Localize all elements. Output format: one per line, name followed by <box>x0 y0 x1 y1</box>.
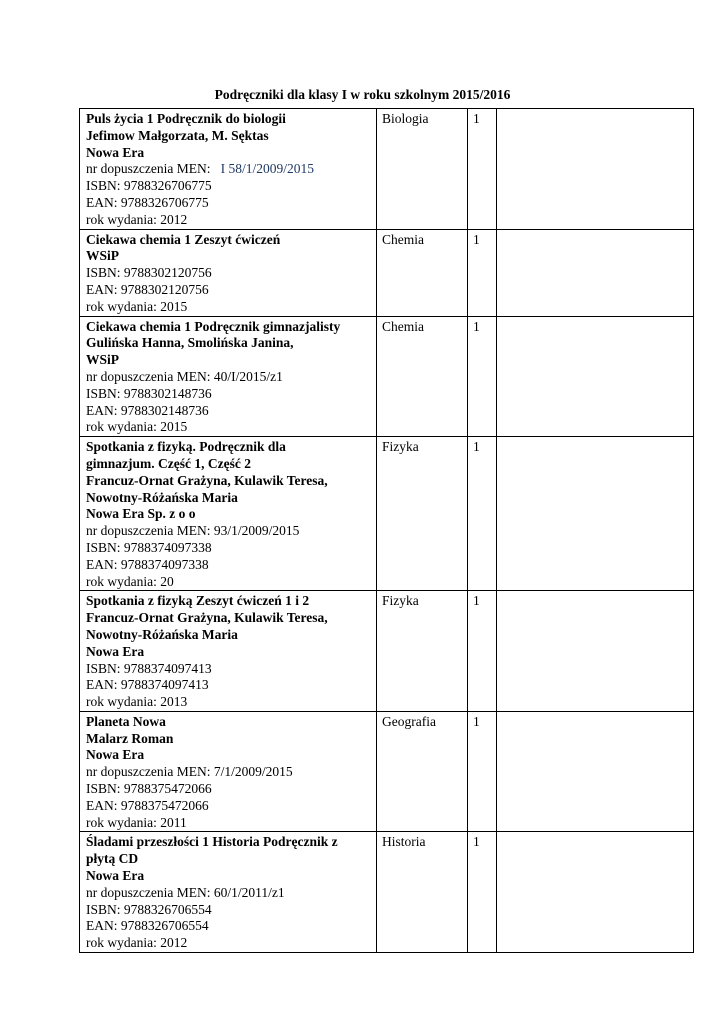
ean: EAN: 9788374097413 <box>86 677 209 693</box>
book-author-publisher: Francuz-Ornat Grażyna, Kulawik Teresa, <box>86 610 328 626</box>
book-author-publisher: WSiP <box>86 248 120 264</box>
book-author-publisher: Nowa Era Sp. z o o <box>86 506 196 522</box>
isbn: ISBN: 9788326706775 <box>86 178 212 194</box>
book-details-cell <box>80 437 377 591</box>
book-details-cell <box>80 832 377 953</box>
subject-cell: Geografia <box>377 711 468 832</box>
men-approval-label: nr dopuszczenia MEN: <box>86 523 211 539</box>
note-cell <box>497 832 694 953</box>
ean: EAN: 9788302148736 <box>86 402 209 418</box>
textbook-table <box>79 108 694 953</box>
men-approval-label: nr dopuszczenia MEN: <box>86 764 211 780</box>
ean: EAN: 9788374097338 <box>86 556 209 572</box>
book-details-cell <box>80 316 377 437</box>
book-author-publisher: Nowa Era <box>86 643 145 659</box>
men-approval-line <box>86 523 370 540</box>
men-approval-number: 40/I/2015/z1 <box>213 368 283 384</box>
textbook-table-body <box>80 109 694 953</box>
note-cell <box>497 229 694 316</box>
ean: EAN: 9788326706554 <box>86 918 209 934</box>
book-title: Śladami przeszłości 1 Historia Podręcznik z <box>86 834 338 850</box>
book-title: Spotkania z fizyką Zeszyt ćwiczeń 1 i 2 <box>86 593 310 609</box>
men-approval-label: nr dopuszczenia MEN: <box>86 884 211 900</box>
isbn: ISBN: 9788326706554 <box>86 901 212 917</box>
note-cell <box>497 316 694 437</box>
quantity-cell: 1 <box>468 711 497 832</box>
book-details-cell <box>80 711 377 832</box>
men-approval-line <box>86 161 370 178</box>
document-title: Podręczniki dla klasy I w roku szkolnym 2015/2016 <box>214 87 511 102</box>
note-cell <box>497 109 694 230</box>
quantity-cell: 1 <box>468 437 497 591</box>
ean: EAN: 9788375472066 <box>86 797 209 813</box>
book-title: Planeta Nowa <box>86 713 166 729</box>
publication-year: rok wydania: 2015 <box>86 298 188 314</box>
book-title: Ciekawa chemia 1 Zeszyt ćwiczeń <box>86 231 281 247</box>
men-approval-number: 93/1/2009/2015 <box>213 523 300 539</box>
book-author-publisher: płytą CD <box>86 851 139 867</box>
book-author-publisher: Nowa Era <box>86 144 145 160</box>
men-approval-line <box>86 885 370 902</box>
publication-year: rok wydania: 2011 <box>86 814 187 830</box>
isbn: ISBN: 9788302148736 <box>86 385 212 401</box>
table-row <box>80 711 694 832</box>
book-author-publisher: Nowa Era <box>86 868 145 884</box>
subject-cell: Fizyka <box>377 437 468 591</box>
publication-year: rok wydania: 2012 <box>86 211 188 227</box>
publication-year: rok wydania: 2015 <box>86 419 188 435</box>
table-row <box>80 109 694 230</box>
book-details-cell <box>80 591 377 712</box>
book-author-publisher: gimnazjum. Część 1, Część 2 <box>86 455 251 471</box>
table-row <box>80 832 694 953</box>
subject-cell: Historia <box>377 832 468 953</box>
table-row <box>80 229 694 316</box>
book-details-cell <box>80 109 377 230</box>
book-title: Puls życia 1 Podręcznik do biologii <box>86 111 286 126</box>
book-author-publisher: Nowa Era <box>86 747 145 763</box>
book-title: Ciekawa chemia 1 Podręcznik gimnazjalisty <box>86 318 341 334</box>
book-author-publisher: WSiP <box>86 352 120 368</box>
quantity-cell: 1 <box>468 832 497 953</box>
men-approval-number: 60/1/2011/z1 <box>213 884 285 900</box>
book-author-publisher: Jefimow Małgorzata, M. Sęktas <box>86 127 269 143</box>
publication-year: rok wydania: 2012 <box>86 935 188 951</box>
men-approval-label: nr dopuszczenia MEN: <box>86 368 211 384</box>
table-row <box>80 437 694 591</box>
quantity-cell: 1 <box>468 109 497 230</box>
isbn: ISBN: 9788302120756 <box>86 265 212 281</box>
note-cell <box>497 591 694 712</box>
quantity-cell: 1 <box>468 316 497 437</box>
table-row <box>80 591 694 712</box>
men-approval-number: 7/1/2009/2015 <box>213 764 293 780</box>
note-cell <box>497 437 694 591</box>
men-approval-line <box>86 369 370 386</box>
men-approval-number: I 58/1/2009/2015 <box>220 161 314 177</box>
men-approval-label: nr dopuszczenia MEN: <box>86 161 211 177</box>
book-title: Spotkania z fizyką. Podręcznik dla <box>86 439 286 455</box>
publication-year: rok wydania: 20 <box>86 573 174 589</box>
note-cell <box>497 711 694 832</box>
subject-cell: Biologia <box>377 109 468 230</box>
men-approval-line <box>86 764 370 781</box>
subject-cell: Chemia <box>377 316 468 437</box>
book-author-publisher: Malarz Roman <box>86 730 174 746</box>
isbn: ISBN: 9788374097413 <box>86 660 212 676</box>
isbn: ISBN: 9788375472066 <box>86 781 212 797</box>
book-author-publisher: Francuz-Ornat Grażyna, Kulawik Teresa, <box>86 472 328 488</box>
book-author-publisher: Nowotny-Różańska Maria <box>86 489 238 505</box>
quantity-cell: 1 <box>468 591 497 712</box>
subject-cell: Chemia <box>377 229 468 316</box>
subject-cell: Fizyka <box>377 591 468 712</box>
isbn: ISBN: 9788374097338 <box>86 539 212 555</box>
publication-year: rok wydania: 2013 <box>86 694 188 710</box>
table-row <box>80 316 694 437</box>
quantity-cell: 1 <box>468 229 497 316</box>
ean: EAN: 9788302120756 <box>86 281 209 297</box>
book-author-publisher: Gulińska Hanna, Smolińska Janina, <box>86 335 294 351</box>
ean: EAN: 9788326706775 <box>86 194 209 210</box>
book-details-cell <box>80 229 377 316</box>
book-author-publisher: Nowotny-Różańska Maria <box>86 626 238 642</box>
